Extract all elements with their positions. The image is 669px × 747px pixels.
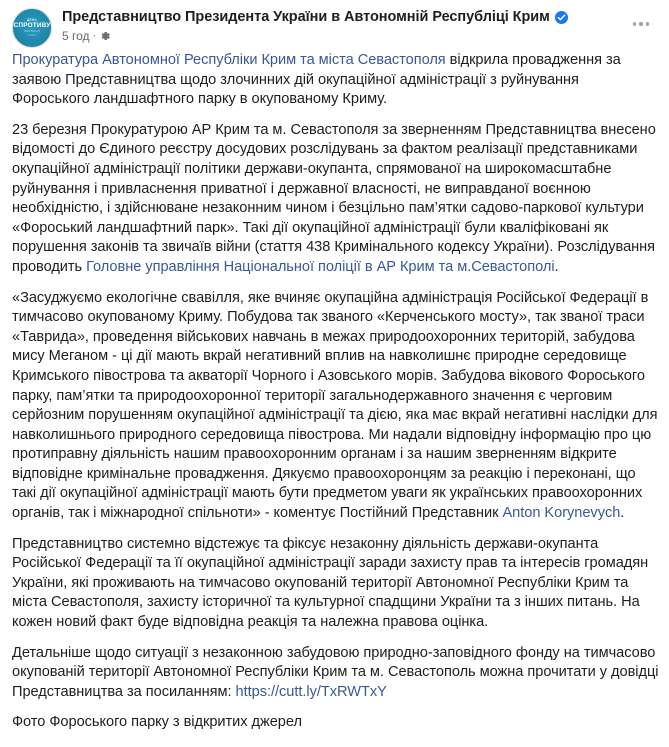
more-dot [633,22,636,25]
post-timestamp[interactable]: 5 год [62,29,90,43]
post-meta [62,29,659,43]
post-paragraph [12,644,659,703]
post-link[interactable]: Прокуратура Автономної Республіки Крим та міста Севастополя [12,52,446,68]
post-paragraph [12,51,659,110]
post-text: «Засуджуємо екологічне свавілля, яке вчиняє окупаційна адміністрація Російської Федерації в тимчасово окупованому Криму. Побудова так званого «Керченського мосту», так званої траси «Таврида», проведення військових навчань в межах природоохоронних територій, забудова мису Меганом - ці дії мають вкрай негативний вплив на навколишнє природне середовище Кримського півострова та акваторії Чорного і Азовського морів. Забудова вікового Фороського парку, пам’ятки та природоохоронної території загальнодержавного значення є черговим серйозним порушенням окупаційної адміністрації та дією, яка має вкрай негативні наслідки для навколишнього природного середовища півострова. Ми надали відповідну інформацію про цю протиправну діяльність нашим правоохоронним органам і за нашим зверненням відкрите відповідне кримінальне провадження. Дякуємо правоохоронцям за реакцію і переконані, що такі дії окупаційної адміністрації мають бути предметом уваги як українських правоохоронних органів, так і міжнародної спільноти» - коментує Постійний Представник [12,289,658,522]
avatar-line-3: ОКУПАЦІЇ [24,28,40,33]
post-paragraph [12,535,659,633]
post-link[interactable]: https://cutt.ly/TxRWTxY [235,683,387,700]
verified-check-icon [555,11,568,24]
gear-icon[interactable] [99,30,111,42]
meta-separator: · [92,30,97,42]
post-text: відкрила провадження за заявою Представництва щодо злочинних дій окупаційної адміністрації з руйнування Фороського ландшафтного парку в окупованому Криму. [12,52,621,108]
post-link[interactable]: Головне управління Національної поліції в АР Крим та м.Севастополі [86,258,555,275]
page-name-row [62,9,659,26]
avatar-line-2: СПРОТИВУ [13,21,51,29]
page-name[interactable]: Представництво Президента України в Автономній Республіці Крим [62,9,550,25]
post-paragraph [12,121,659,278]
post-paragraph [12,713,659,733]
post-header [0,0,669,48]
post-paragraph [12,289,659,524]
post-link[interactable]: Anton Korynevych [502,505,621,522]
post-text: 23 березня Прокуратурою АР Крим та м. Севастополя за зверненням Представництва внесено відомості до Єдиного реєстру досудових розслідувань за фактом реалізації представниками окупаційної адміністрації політики держави-окупанта, спрямованої на широкомасштабне руйнування і привласнення приватної і державної власності, не виправданої воєнною необхідністю, і здійснюване незаконним чином і безцільно пам’ятки садово-паркової культури «Фороський ландшафтний парк». Такі дії окупаційної адміністрації були кваліфіковані як порушення законів та звичаїв війни (стаття 438 Кримінального кодексу України). Розслідування проводить [12,121,656,275]
post-text: Фото Фороського парку з відкритих джерел [12,714,302,731]
avatar-line-1: ДЕНЬ [26,17,38,22]
post-header-text [62,8,659,43]
avatar[interactable] [12,8,52,48]
more-dot [639,22,642,25]
avatar-line-4: КРИМУ [27,33,37,37]
post-text: . [554,258,559,275]
post-text: Детальніше щодо ситуації з незаконною забудовою природно-заповідного фонду на тимчасово окупованій території Автономної Республіки Крим та м. Севастополь можна прочитати у довідці Представництва за посиланням: [12,644,659,700]
post-text: Представництво системно відстежує та фіксує незаконну діяльність держави-окупанта Російської Федерації та її окупаційної адміністрації заради захисту прав та інтересів громадян України, які проживають на тимчасово окупованій території Автономної Республіки Крим та міста Севастополя, захисту історичної та культурної спадщини України та з інших питань. На кожен новий факт буде відповідна реакція та належна правова оцінка. [12,535,649,631]
post-text: . [620,505,625,522]
more-dot [646,22,649,25]
ellipsis-horizontal-icon[interactable] [629,17,653,31]
post-body [0,48,669,733]
